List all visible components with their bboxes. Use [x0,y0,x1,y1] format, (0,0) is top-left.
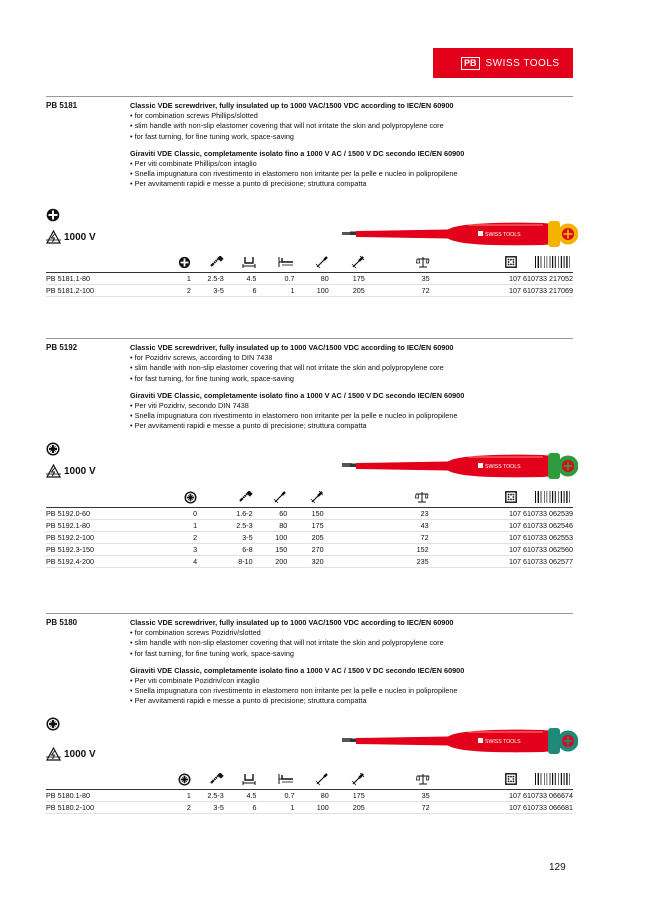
voltage-rating [46,464,96,478]
blade-length-icon [315,772,329,788]
table-cell: 0 [156,508,197,520]
english-title: Classic VDE screwdriver, fully insulated up to 1000 VAC/1500 VDC according to IEC/EN 60900 [130,343,454,352]
product-description [130,343,570,432]
header-cell [430,254,517,273]
article-number: PB 5192.2-100 [46,532,156,544]
overall-length-icon [351,772,365,788]
header-cell [429,489,517,508]
header-cell [224,254,257,273]
table-cell: 175 [329,790,365,802]
logo-mark: PB [461,57,480,70]
table-cell: 1.6-2 [197,508,253,520]
italian-bullet: • Snella impugnatura con rivestimento in elastomero non irritante per la pelle e nucleo in polipropilene [130,169,458,179]
italian-bullet: • Per viti Pozidriv, secondo DIN 7438 [130,401,249,411]
header-cell [256,771,294,790]
header-cell [324,489,429,508]
blade-length-icon [315,255,329,271]
screwdriver-image [338,446,578,486]
english-title: Classic VDE screwdriver, fully insulated up to 1000 VAC/1500 VDC according to IEC/EN 60900 [130,101,454,110]
table-cell: 10 [430,790,517,802]
table-cell: 10 [430,285,517,297]
header-cell [46,771,148,790]
screwdriver-image [338,721,578,761]
blade-length-icon [273,490,287,506]
english-bullet: • slim handle with non-slip elastomer covering that will not irritate the skin and polypropylene core [130,363,444,373]
english-bullet: • slim handle with non-slip elastomer covering that will not irritate the skin and polypropylene core [130,638,444,648]
svg-text:SWISS TOOLS: SWISS TOOLS [485,231,521,238]
header-cell [287,489,323,508]
table-row [46,790,573,802]
english-bullet: • for fast turning, for fine tuning work, space-saving [130,373,294,383]
table-cell: 1 [256,802,294,814]
table-cell: 2 [148,802,191,814]
voltage-rating [46,747,96,761]
header-cell [224,771,257,790]
table-row [46,802,573,814]
table-cell: 320 [287,556,323,568]
table-cell: 205 [287,532,323,544]
english-bullet: • slim handle with non-slip elastomer covering that will not irritate the skin and polypropylene core [130,121,444,131]
header-cell [148,254,191,273]
header-cell [517,771,573,790]
article-number: PB 5180.1-80 [46,790,148,802]
table-cell: 10 [429,532,517,544]
table-cell: 100 [294,802,328,814]
barcode-icon [535,491,573,505]
voltage-rating [46,230,96,244]
table-cell: 35 [365,273,430,285]
table-cell: 6-8 [197,544,253,556]
header-cell [191,771,224,790]
article-number: PB 5192.3-150 [46,544,156,556]
product-section [46,338,573,568]
blade-width-icon [242,773,256,787]
table-cell: 23 [324,508,429,520]
article-number: PB 5192.4-200 [46,556,156,568]
table-cell: 7 610733 066681 [517,803,573,812]
table-cell: 35 [365,790,430,802]
barcode-icon [535,256,573,270]
table-cell: 80 [294,790,328,802]
italian-bullet: • Per viti combinate Pozidriv/con intaglio [130,676,260,686]
italian-bullet: • Per viti combinate Phillips/con intaglio [130,159,257,169]
header-cell [156,489,197,508]
page-number: 129 [549,862,566,873]
article-number: PB 5180.2-100 [46,802,148,814]
header-cell [365,254,430,273]
table-cell: 3-5 [197,532,253,544]
table-row [46,556,573,568]
table-cell: 60 [253,508,288,520]
svg-text:SWISS TOOLS: SWISS TOOLS [485,738,521,745]
table-cell: 6 [224,285,257,297]
specifications-table [46,771,573,814]
header-cell [191,254,224,273]
table-cell: 10 [429,544,517,556]
italian-bullet: • Per avvitamenti rapidi e messe a punto di precisione; struttura compatta [130,696,367,706]
table-cell: 150 [287,508,323,520]
italian-bullet: • Snella impugnatura con rivestimento in elastomero non irritante per la pelle e nucleo in polipropilene [130,411,458,421]
voltage-label: 1000 V [64,465,96,477]
table-row [46,508,573,520]
table-cell: 4 [156,556,197,568]
weight-icon [416,773,430,787]
table-cell: 7 610733 062560 [517,545,573,554]
overall-length-icon [310,490,324,506]
header-cell [46,254,148,273]
barcode-icon [535,773,573,787]
product-code: PB 5181 [46,101,78,110]
logo-text: SWISS TOOLS [485,57,560,69]
italian-bullet: • Per avvitamenti rapidi e messe a punto di precisione; struttura compatta [130,179,367,189]
product-description [130,101,570,190]
table-cell: 72 [365,802,430,814]
table-row [46,532,573,544]
weight-icon [416,256,430,270]
table-cell: 43 [324,520,429,532]
pozidriv-slotted-icon [46,717,60,736]
insulated-tool-icon [46,464,61,478]
english-bullet: • for combination screws Pozidriv/slotted [130,628,261,638]
table-cell: 150 [253,544,288,556]
overall-length-icon [351,255,365,271]
product-description [130,618,570,707]
table-header-row [46,489,573,508]
section-divider [46,96,573,97]
header-cell [365,771,430,790]
table-cell: 205 [329,285,365,297]
table-cell: 7 610733 217069 [517,286,573,295]
table-cell: 7 610733 217052 [517,274,573,283]
table-cell: 1 [256,285,294,297]
table-cell: 152 [324,544,429,556]
section-divider [46,338,573,339]
table-cell: 3 [156,544,197,556]
phillips-slotted-icon [178,256,191,271]
svg-text:SWISS TOOLS: SWISS TOOLS [485,463,521,470]
table-cell: 2.5-3 [197,520,253,532]
table-row [46,544,573,556]
screw-icon [210,256,224,270]
specifications-table [46,489,573,568]
table-cell: 175 [329,273,365,285]
table-cell: 200 [253,556,288,568]
voltage-label: 1000 V [64,748,96,760]
screwdriver-image [338,214,578,254]
header-cell [256,254,294,273]
table-cell: 100 [294,285,328,297]
insulated-tool-icon [46,747,61,761]
table-cell: 235 [324,556,429,568]
article-number: PB 5192.1-80 [46,520,156,532]
english-bullet: • for Pozidriv screws, according to DIN 7438 [130,353,273,363]
table-cell: 1 [156,520,197,532]
table-cell: 3-5 [191,802,224,814]
table-cell: 205 [329,802,365,814]
screw-icon [210,773,224,787]
table-cell: 270 [287,544,323,556]
table-row [46,520,573,532]
table-cell: 10 [429,556,517,568]
table-cell: 2.5-3 [191,790,224,802]
table-cell: 4.5 [224,790,257,802]
table-cell: 7 610733 062546 [517,521,573,530]
table-cell: 80 [294,273,328,285]
table-cell: 80 [253,520,288,532]
header-cell [517,254,573,273]
english-bullet: • for fast turning, for fine tuning work, space-saving [130,648,294,658]
pozidriv-icon [184,491,197,506]
table-cell: 7 610733 062539 [517,509,573,518]
pack-quantity-icon [505,491,517,505]
table-cell: 2 [148,285,191,297]
blade-width-icon [242,256,256,270]
table-cell: 2 [156,532,197,544]
pack-quantity-icon [505,773,517,787]
article-number: PB 5181.2-100 [46,285,148,297]
header-cell [329,254,365,273]
screw-icon [239,491,253,505]
table-cell: 72 [365,285,430,297]
english-bullet: • for combination screws Phillips/slotted [130,111,258,121]
table-cell: 6 [224,802,257,814]
insulated-tool-icon [46,230,61,244]
table-cell: 4.5 [224,273,257,285]
italian-bullet: • Per avvitamenti rapidi e messe a punto di precisione; struttura compatta [130,421,367,431]
table-cell: 10 [430,802,517,814]
table-cell: 0.7 [256,273,294,285]
section-divider [46,613,573,614]
product-section [46,96,573,326]
table-cell: 0.7 [256,790,294,802]
pack-quantity-icon [505,256,517,270]
table-row [46,273,573,285]
table-cell: 10 [429,508,517,520]
italian-title: Giraviti VDE Classic, completamente isolato fino a 1000 V AC / 1500 V DC secondo IEC/EN 60900 [130,390,465,400]
table-cell: 72 [324,532,429,544]
table-header-row [46,771,573,790]
blade-thickness-icon [278,773,294,787]
table-cell: 10 [429,520,517,532]
table-cell: 3-5 [191,285,224,297]
header-cell [430,771,517,790]
blade-thickness-icon [278,256,294,270]
article-number: PB 5192.0-60 [46,508,156,520]
header-cell [329,771,365,790]
table-cell: 10 [430,273,517,285]
table-cell: 100 [253,532,288,544]
product-section [46,613,573,843]
table-cell: 8-10 [197,556,253,568]
table-cell: 1 [148,273,191,285]
specifications-table [46,254,573,297]
header-cell [46,489,156,508]
table-cell: 7 610733 066674 [517,791,573,800]
table-cell: 7 610733 062553 [517,533,573,542]
table-cell: 1 [148,790,191,802]
header-cell [253,489,288,508]
pozidriv-icon [46,442,60,461]
header-cell [294,771,328,790]
italian-title: Giraviti VDE Classic, completamente isolato fino a 1000 V AC / 1500 V DC secondo IEC/EN 60900 [130,665,465,675]
article-number: PB 5181.1-80 [46,273,148,285]
table-cell: 2.5-3 [191,273,224,285]
table-row [46,285,573,297]
product-code: PB 5192 [46,343,78,352]
header-cell [294,254,328,273]
product-code: PB 5180 [46,618,78,627]
header-cell [148,771,191,790]
english-title: Classic VDE screwdriver, fully insulated up to 1000 VAC/1500 VDC according to IEC/EN 60900 [130,618,454,627]
header-cell [517,489,573,508]
italian-bullet: • Snella impugnatura con rivestimento in elastomero non irritante per la pelle e nucleo in polipropilene [130,686,458,696]
header-cell [197,489,253,508]
weight-icon [415,491,429,505]
table-header-row [46,254,573,273]
voltage-label: 1000 V [64,231,96,243]
italian-title: Giraviti VDE Classic, completamente isolato fino a 1000 V AC / 1500 V DC secondo IEC/EN 60900 [130,148,465,158]
phillips-slotted-icon [46,208,60,227]
table-cell: 7 610733 062577 [517,557,573,566]
table-cell: 175 [287,520,323,532]
english-bullet: • for fast turning, for fine tuning work, space-saving [130,131,294,141]
pozidriv-slotted-icon [178,773,191,788]
pb-swiss-tools-logo [433,48,573,78]
